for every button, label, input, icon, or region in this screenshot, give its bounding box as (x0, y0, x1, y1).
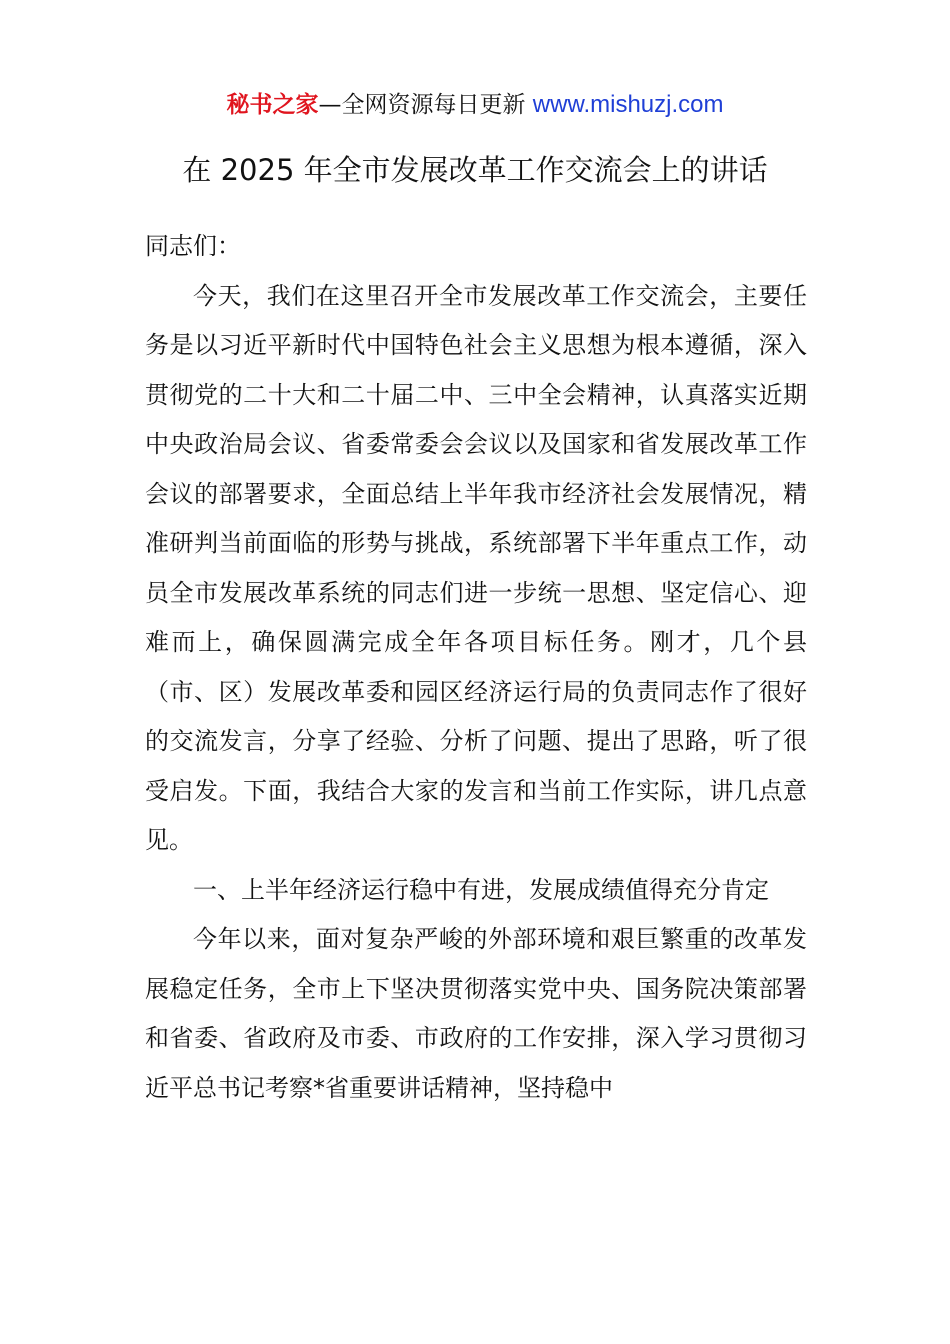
site-brand: 秘书之家 (226, 92, 319, 118)
salutation: 同志们： (145, 232, 241, 260)
site-tagline: —全网资源每日更新 (318, 92, 526, 118)
paragraph-intro: 今天，我们在这里召开全市发展改革工作交流会，主要任务是以习近平新时代中国特色社会主义思想为根本遵循，深入贯彻党的二十大和二十届二中、三中全会精神，认真落实近期中央政治局会议、省委常委会会议以及国家和省发展改革工作会议的部署要求，全面总结上半年我市经济社会发展情况，精准研判当前面临的形势与挑战，系统部署下半年重点工作，动员全市发展改革系统的同志们进一步统一思想、坚定信心、迎难而上，确保圆满完成全年各项目标任务。刚才，几个县（市、区）发展改革委和园区经济运行局的负责同志作了很好的交流发言，分享了经验、分析了问题、提出了思路，听了很受启发。下面，我结合大家的发言和当前工作实际，讲几点意见。 (145, 281, 807, 854)
document-body (145, 222, 807, 1113)
site-header (0, 88, 950, 122)
section-heading-1: 一、上半年经济运行稳中有进，发展成绩值得充分肯定 (193, 875, 769, 904)
site-url-link[interactable]: www.mishuzj.com (532, 91, 724, 118)
paragraph-section-1: 今年以来，面对复杂严峻的外部环境和艰巨繁重的改革发展稳定任务，全市上下坚决贯彻落实党中央、国务院决策部署和省委、省政府及市委、市政府的工作安排，深入学习贯彻习近平总书记考察*省重要讲话精神，坚持稳中 (145, 925, 807, 1102)
document-title: 在 2025 年全市发展改革工作交流会上的讲话 (182, 153, 768, 187)
